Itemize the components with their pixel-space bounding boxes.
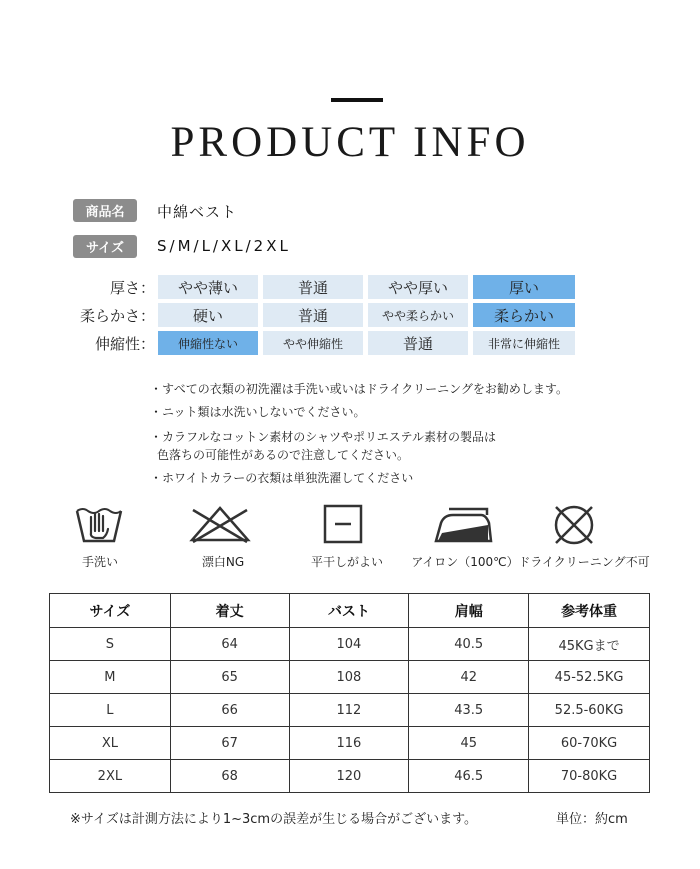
care-note: ・ニット類は水洗いしないでください。	[150, 405, 366, 419]
care-label: 手洗い	[81, 555, 118, 569]
table-cell: 43.5	[409, 694, 529, 727]
attr-cell: やや厚い	[368, 275, 468, 299]
table-cell: 2XL	[50, 760, 171, 793]
table-row	[50, 661, 650, 694]
flat-dry-icon	[283, 503, 403, 545]
table-cell: 45	[409, 727, 529, 760]
product-name-tag: 商品名	[73, 199, 137, 222]
table-cell: 60-70KG	[529, 727, 650, 760]
table-header-row	[50, 594, 650, 628]
table-cell: 104	[289, 628, 409, 661]
table-header-cell: 肩幅	[409, 594, 529, 628]
no-dry-clean-icon	[514, 503, 634, 547]
attr-cell: やや柔らかい	[368, 303, 468, 327]
table-cell: 45KGまで	[529, 628, 650, 661]
table-row	[50, 694, 650, 727]
unit-label: 単位：約cm	[556, 812, 628, 827]
table-cell: 67	[170, 727, 289, 760]
table-cell: M	[50, 661, 171, 694]
table-header-cell: 着丈	[170, 594, 289, 628]
attr-cell: やや薄い	[158, 275, 258, 299]
attr-label-softness: 柔らかさ：	[79, 307, 155, 325]
iron-icon	[403, 503, 523, 545]
attr-cell: やや伸縮性	[263, 331, 363, 355]
table-row	[50, 628, 650, 661]
table-cell: 42	[409, 661, 529, 694]
attr-cell: 普通	[368, 331, 468, 355]
measurement-note: ※サイズは計測方法により1~3cmの誤差が生じる場合がございます。	[70, 812, 478, 827]
table-cell: 45-52.5KG	[529, 661, 650, 694]
table-row	[50, 760, 650, 793]
care-label: 漂白NG	[201, 555, 245, 569]
title-accent-bar	[331, 98, 383, 102]
table-cell: 52.5-60KG	[529, 694, 650, 727]
table-header-cell: バスト	[289, 594, 409, 628]
care-note: ・ホワイトカラーの衣類は単独洗濯してください	[150, 471, 414, 485]
attr-cell: 硬い	[158, 303, 258, 327]
attr-cell-selected: 柔らかい	[473, 303, 575, 327]
table-cell: 68	[170, 760, 289, 793]
table-cell: L	[50, 694, 171, 727]
table-cell: 120	[289, 760, 409, 793]
attr-cell-selected: 伸縮性ない	[158, 331, 258, 355]
attr-cell: 普通	[263, 303, 363, 327]
attr-label-stretch: 伸縮性：	[94, 335, 155, 353]
table-cell: 112	[289, 694, 409, 727]
table-cell: 40.5	[409, 628, 529, 661]
care-note: ・すべての衣類の初洗濯は手洗い或いはドライクリーニングをお勧めします。	[150, 382, 568, 396]
size-list: S/M/L/XL/2XL	[157, 237, 291, 255]
table-header-cell: 参考体重	[529, 594, 650, 628]
table-cell: 108	[289, 661, 409, 694]
table-cell: 64	[170, 628, 289, 661]
table-cell: 70-80KG	[529, 760, 650, 793]
table-cell: 66	[170, 694, 289, 727]
care-label: アイロン（100℃）	[411, 555, 519, 569]
page-title: PRODUCT INFO	[170, 119, 530, 166]
size-table	[49, 593, 650, 793]
table-row	[50, 727, 650, 760]
product-name: 中綿ベスト	[157, 203, 238, 221]
care-label: ドライクリーニング不可	[518, 555, 650, 569]
table-cell: 46.5	[409, 760, 529, 793]
attr-label-thickness: 厚さ：	[109, 279, 155, 297]
no-bleach-icon	[160, 503, 280, 545]
table-cell: XL	[50, 727, 171, 760]
hand-wash-icon	[39, 503, 159, 545]
care-label: 平干しがよい	[310, 555, 383, 569]
attr-cell-selected: 厚い	[473, 275, 575, 299]
table-header-cell: サイズ	[50, 594, 171, 628]
table-cell: S	[50, 628, 171, 661]
care-note: ・カラフルなコットン素材のシャツやポリエステル素材の製品は	[150, 430, 496, 444]
attr-cell: 非常に伸縮性	[473, 331, 575, 355]
attr-cell: 普通	[263, 275, 363, 299]
size-tag: サイズ	[73, 235, 137, 258]
table-cell: 65	[170, 661, 289, 694]
table-cell: 116	[289, 727, 409, 760]
care-note: 色落ちの可能性があるので注意してください。	[157, 448, 410, 462]
